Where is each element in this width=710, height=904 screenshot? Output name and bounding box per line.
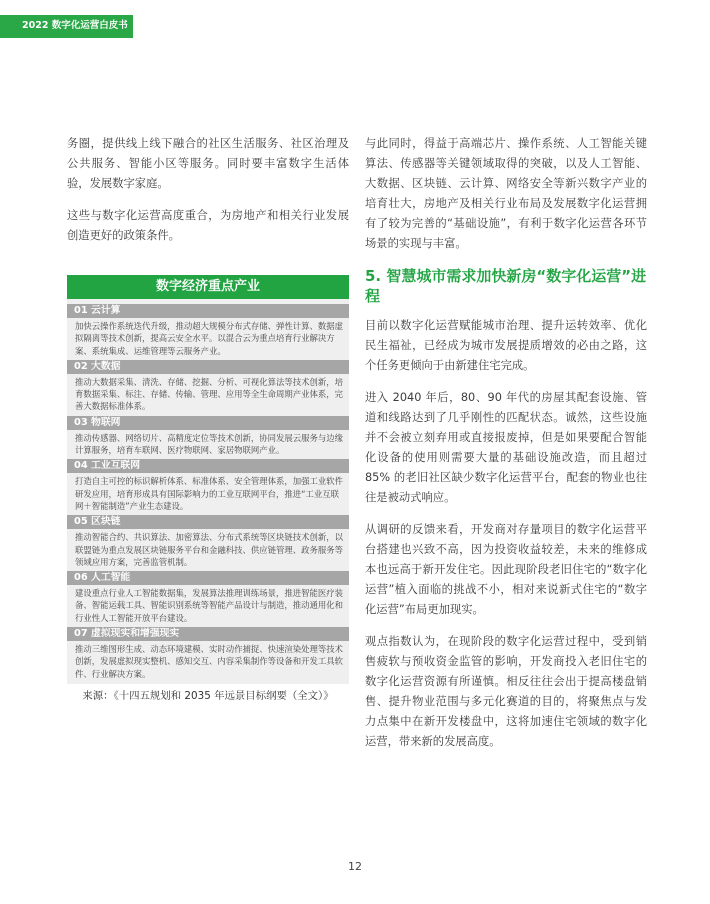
panel-title: 数字经济重点产业 (67, 275, 349, 299)
section-text: 建设重点行业人工智能数据集，发展算法推理训练场景，推进智能医疗装备、智能运载工具、智能识别系统等智能产品设计与制造，推动通用化和行业性人工智能开放平台建设。 (75, 588, 343, 623)
source-citation: 来源：《十四五规划和 2035 年远景目标纲要（全文）》 (82, 690, 334, 702)
section-heading: 07 虚拟现实和增强现实 (67, 627, 349, 641)
section-title: 5. 智慧城市需求加快新房“数字化运营”进程 (365, 267, 647, 305)
section-text: 推动传感器、网络切片、高精度定位等技术创新，协同发展云服务与边缘计算服务，培育车联网、医疗物联网、家居物联网产业。 (75, 432, 343, 456)
body-paragraph: 这些与数字化运营高度重合，为房地产和相关行业发展创造更好的政策条件。 (67, 209, 349, 242)
section-text: 加快云操作系统迭代升级，推动超大规模分布式存储、弹性计算、数据虚拟隔离等技术创新，提高云安全水平。以混合云为重点培育行业解决方案、系统集成、运维管理等云服务产业。 (75, 321, 343, 356)
section-text: 推动三维图形生成、动态环境建模、实时动作捕捉、快速渲染处理等技术创新，发展虚拟现实整机、感知交互、内容采集制作等设备和开发工具软件、行业解决方案。 (75, 644, 343, 679)
body-paragraph: 从调研的反馈来看，开发商对存量项目的数字化运营平台搭建也兴致不高，因为投资收益较差，未来的维修成本也远高于新开发住宅。因此现阶段老旧住宅的“数字化运营”植入面临的挑战不小，相对来说新式住宅的“数字化运营”布局更加现实。 (365, 523, 647, 616)
header-tag: 2022 数字化运营白皮书 (0, 15, 133, 37)
panel-body (67, 299, 349, 684)
section-heading: 05 区块链 (67, 515, 349, 529)
section-text: 推动智能合约、共识算法、加密算法、分布式系统等区块链技术创新，以联盟链为重点发展区块链服务平台和金融科技、供应链管理、政务服务等领域应用方案，完善监管机制。 (75, 532, 343, 567)
section-heading: 01 云计算 (67, 304, 349, 318)
section-heading: 03 物联网 (67, 416, 349, 430)
body-paragraph: 观点指数认为，在现阶段的数字化运营过程中，受到销售疲软与预收资金监管的影响，开发商投入老旧住宅的数字化运营资源有所谨慎。相反往往会出于提高楼盘销售、提升物业范围与多元化赛道的目的，将聚焦点与发力点集中在新开发楼盘中，这将加速住宅领域的数字化运营，带来新的发展高度。 (365, 635, 647, 748)
section-heading: 06 人工智能 (67, 571, 349, 585)
body-paragraph: 与此同时，得益于高端芯片、操作系统、人工智能关键算法、传感器等关键领域取得的突破，以及人工智能、大数据、区块链、云计算、网络安全等新兴数字产业的培育壮大，房地产及相关行业布局及发展数字化运营拥有了较为完善的“基础设施”，有利于数字化运营各环节场景的实现与丰富。 (365, 137, 647, 250)
section-heading: 04 工业互联网 (67, 459, 349, 473)
left-column (67, 134, 349, 258)
section-text: 推动大数据采集、清洗、存储、挖掘、分析、可视化算法等技术创新，培育数据采集、标注、存储、传输、管理、应用等全生命周期产业体系，完善大数据标准体系。 (75, 376, 343, 412)
body-paragraph: 务圈，提供线上线下融合的社区生活服务、社区治理及公共服务、智能小区等服务。同时要丰富数字生活体验，发展数字家庭。 (67, 137, 349, 190)
body-paragraph: 进入 2040 年后，80、90 年代的房屋其配套设施、管道和线路达到了几乎刚性的匹配状态。诚然，这些设施并不会被立刻弃用或直接报废掉，但是如果要配合智能化设备的使用则需要大量的基础设施改造，而且超过 85% 的老旧社区缺少数字化运营平台，配套的物业也往往是被动式响应。 (365, 391, 647, 504)
page-number: 12 (348, 860, 362, 873)
header-divider (0, 37, 133, 38)
section-text: 打造自主可控的标识解析体系、标准体系、安全管理体系，加强工业软件研发应用，培育形成具有国际影响力的工业互联网平台，推进“工业互联网＋智能制造”产业生态建设。 (75, 476, 343, 511)
right-column (365, 134, 647, 764)
body-paragraph: 目前以数字化运营赋能城市治理、提升运转效率、优化民生福祉，已经成为城市发展提质增效的必由之路，这个任务更倾向于由新建住宅完成。 (365, 319, 647, 372)
section-heading: 02 大数据 (67, 360, 349, 374)
industries-panel (67, 275, 349, 684)
